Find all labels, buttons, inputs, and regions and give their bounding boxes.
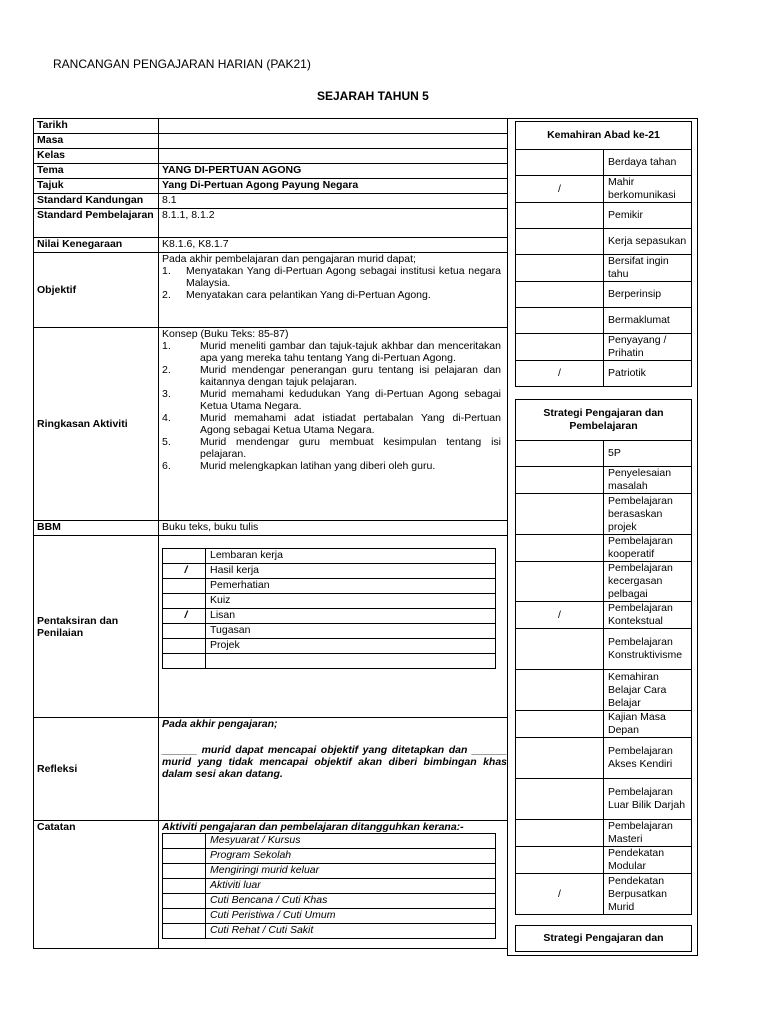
check-cell[interactable] [516,467,604,494]
kemahiran-table [515,121,692,387]
table-row [516,670,692,711]
kemahiran-title: Kemahiran Abad ke-21 [516,122,692,150]
table-row [163,909,496,924]
value-refleksi [159,718,508,821]
table-row [163,624,496,639]
document-title: RANCANGAN PENGAJARAN HARIAN (PAK21) [53,57,311,71]
check-label: Kemahiran Belajar Cara Belajar [604,670,692,711]
check-label: Pendekatan Modular [604,847,692,874]
check-label: Cuti Peristiwa / Cuti Umum [206,909,496,924]
strategi-table [515,399,692,915]
table-row [516,562,692,602]
label-tarikh: Tarikh [34,119,159,134]
label-masa: Masa [34,134,159,149]
table-row [163,609,496,624]
list-item: 5. Murid mendengar guru membuat kesimpulan tentang isi pelajaran. [162,436,501,460]
check-label: Program Sekolah [206,849,496,864]
check-label: Kajian Masa Depan [604,711,692,738]
value-standard-kandungan: 8.1 [159,194,508,209]
check-label: Projek [206,639,496,654]
check-label: Mengiringi murid keluar [206,864,496,879]
list-item: 2. Menyatakan cara pelantikan Yang di-Pertuan Agong. [162,289,431,301]
table-row [516,535,692,562]
table-row [516,820,692,847]
check-label [206,654,496,669]
list-item: 1. Murid meneliti gambar dan tajuk-tajuk akhbar dan menceritakan apa yang mereka tahu tentang Yang di-Pertuan Agong. [162,340,501,364]
list-item: 1. Menyatakan Yang di-Pertuan Agong sebagai institusi ketua negara Malaysia. [162,265,501,289]
table-row [516,494,692,535]
check-label: Aktiviti luar [206,879,496,894]
check-label: Pembelajaran Akses Kendiri [604,738,692,779]
label-kelas: Kelas [34,149,159,164]
value-nilai: K8.1.6, K8.1.7 [159,238,508,253]
table-row [163,639,496,654]
check-label: Pendekatan Berpusatkan Murid [604,874,692,915]
row-standard-pembelajaran [34,209,508,238]
check-cell[interactable] [516,494,604,535]
label-objektif: Objektif [34,253,159,328]
check-label: Mahir berkomunikasi [604,176,692,203]
check-cell[interactable]: / [163,609,206,624]
table-row [163,924,496,939]
ringkasan-list [162,340,507,472]
check-label: Pembelajaran kecergasan pelbagai [604,562,692,602]
row-standard-kandungan [34,194,508,209]
check-cell[interactable] [516,670,604,711]
value-catatan [159,821,508,949]
row-catatan [34,821,508,949]
label-tajuk: Tajuk [34,179,159,194]
check-cell[interactable] [163,879,206,894]
check-cell[interactable]: / [163,564,206,579]
check-cell[interactable] [163,834,206,849]
check-label: Pemikir [604,203,692,229]
table-row [516,255,692,282]
check-label: Lembaran kerja [206,549,496,564]
check-label: Pembelajaran Masteri [604,820,692,847]
check-label: Tugasan [206,624,496,639]
check-cell[interactable] [516,711,604,738]
check-label: Cuti Rehat / Cuti Sakit [206,924,496,939]
table-row [516,779,692,820]
check-cell[interactable] [516,629,604,670]
label-standard-kandungan: Standard Kandungan [34,194,159,209]
check-cell[interactable] [163,924,206,939]
objektif-intro: Pada akhir pembelajaran dan pengajaran murid dapat; [162,253,416,265]
document-subtitle: SEJARAH TAHUN 5 [317,89,429,103]
check-label: Penyayang / Prihatin [604,334,692,361]
table-row [516,282,692,308]
row-tarikh [34,119,508,134]
table-row [516,629,692,670]
check-cell[interactable] [516,738,604,779]
catatan-intro: Aktiviti pengajaran dan pembelajaran ditangguhkan kerana:- [162,821,464,833]
table-row [163,894,496,909]
check-label: Pemerhatian [206,579,496,594]
value-masa[interactable] [159,134,508,149]
table-row [163,579,496,594]
check-cell[interactable] [516,535,604,562]
check-label: Lisan [206,609,496,624]
check-label: Cuti Bencana / Cuti Khas [206,894,496,909]
check-cell[interactable]: / [516,602,604,629]
table-row [516,176,692,203]
row-ringkasan [34,328,508,521]
check-label: Pembelajaran Luar Bilik Darjah [604,779,692,820]
objektif-list [162,265,507,301]
check-label: Pembelajaran Konstruktivisme [604,629,692,670]
label-pentaksiran: Pentaksiran dan Penilaian [34,536,159,718]
check-cell[interactable] [516,562,604,602]
table-row [163,564,496,579]
value-bbm: Buku teks, buku tulis [159,521,508,536]
catatan-checklist [162,833,496,939]
right-panel [507,118,698,956]
row-bbm [34,521,508,536]
table-row [516,467,692,494]
value-objektif [159,253,508,328]
check-cell[interactable] [163,894,206,909]
check-cell[interactable] [516,334,604,361]
check-cell[interactable]: / [516,361,604,387]
row-tema [34,164,508,179]
table-row [163,834,496,849]
check-cell[interactable] [163,654,206,669]
table-row [516,602,692,629]
check-label: Berdaya tahan [604,150,692,176]
value-standard-pembelajaran: 8.1.1, 8.1.2 [159,209,508,238]
table-row [516,203,692,229]
table-row [516,308,692,334]
table-row [516,150,692,176]
table-row [516,229,692,255]
check-cell[interactable] [163,864,206,879]
row-masa [34,134,508,149]
value-ringkasan [159,328,508,521]
list-item: 6. Murid melengkapkan latihan yang diberi oleh guru. [162,460,436,472]
check-cell[interactable] [516,150,604,176]
check-cell[interactable] [163,624,206,639]
check-label: Pembelajaran berasaskan projek [604,494,692,535]
check-cell[interactable]: / [516,874,604,915]
table-row [163,594,496,609]
label-catatan: Catatan [34,821,159,949]
label-bbm: BBM [34,521,159,536]
row-nilai [34,238,508,253]
refleksi-line1: Pada akhir pengajaran; [162,718,278,730]
check-cell[interactable] [516,308,604,334]
label-nilai: Nilai Kenegaraan [34,238,159,253]
check-label: Kerja sepasukan [604,229,692,255]
pentaksiran-checklist [162,548,496,669]
list-item: 2. Murid mendengar penerangan guru tentang isi pelajaran dan kaitannya dengan tajuk pelajaran. [162,364,501,388]
check-cell[interactable] [516,229,604,255]
value-tema: YANG DI-PERTUAN AGONG [159,164,508,179]
value-pentaksiran [159,536,508,718]
table-row [516,711,692,738]
label-refleksi: Refleksi [34,718,159,821]
check-cell[interactable] [163,639,206,654]
value-tajuk: Yang Di-Pertuan Agong Payung Negara [159,179,508,194]
check-cell[interactable] [516,255,604,282]
check-cell[interactable] [516,441,604,467]
row-objektif [34,253,508,328]
table-row [163,849,496,864]
strategi2-title: Strategi Pengajaran dan [516,926,692,952]
row-tajuk [34,179,508,194]
check-cell[interactable] [163,909,206,924]
check-label: Kuiz [206,594,496,609]
check-cell[interactable] [516,847,604,874]
check-label: Bersifat ingin tahu [604,255,692,282]
table-row [163,864,496,879]
check-label: Hasil kerja [206,564,496,579]
check-cell[interactable] [163,849,206,864]
table-row [516,441,692,467]
ringkasan-intro: Konsep (Buku Teks: 85-87) [162,328,289,340]
table-row [516,847,692,874]
table-row [163,549,496,564]
value-kelas[interactable] [159,149,508,164]
refleksi-line2: ______ murid dapat mencapai objektif yang ditetapkan dan ______ murid yang tidak mencapai objektif akan diberi bimbingan khas dalam sesi akan datang. [162,744,507,780]
check-cell[interactable] [516,282,604,308]
list-item: 3. Murid memahami kedudukan Yang di-Pertuan Agong sebagai Ketua Utama Negara. [162,388,501,412]
table-row [516,361,692,387]
check-label: Patriotik [604,361,692,387]
check-label: 5P [604,441,692,467]
check-cell[interactable]: / [516,176,604,203]
check-label: Pembelajaran kooperatif [604,535,692,562]
check-cell[interactable] [163,579,206,594]
table-row [516,738,692,779]
check-label: Berperinsip [604,282,692,308]
row-pentaksiran [34,536,508,718]
check-label: Mesyuarat / Kursus [206,834,496,849]
table-row [516,334,692,361]
label-tema: Tema [34,164,159,179]
lesson-plan-table [33,118,508,949]
value-tarikh[interactable] [159,119,508,134]
check-label: Penyelesaian masalah [604,467,692,494]
list-item: 4. Murid memahami adat istiadat pertabalan Yang di-Pertuan Agong sebagai Ketua Utama Negara. [162,412,501,436]
check-label: Bermaklumat [604,308,692,334]
label-ringkasan: Ringkasan Aktiviti [34,328,159,521]
check-cell[interactable] [516,820,604,847]
label-standard-pembelajaran: Standard Pembelajaran [34,209,159,238]
check-label: Pembelajaran Kontekstual [604,602,692,629]
table-row [516,874,692,915]
table-row [163,879,496,894]
strategi-title: Strategi Pengajaran dan Pembelajaran [516,400,692,441]
check-cell[interactable] [516,203,604,229]
strategi2-table [515,925,692,952]
table-row [163,654,496,669]
check-cell[interactable] [163,549,206,564]
row-kelas [34,149,508,164]
check-cell[interactable] [163,594,206,609]
row-refleksi [34,718,508,821]
check-cell[interactable] [516,779,604,820]
